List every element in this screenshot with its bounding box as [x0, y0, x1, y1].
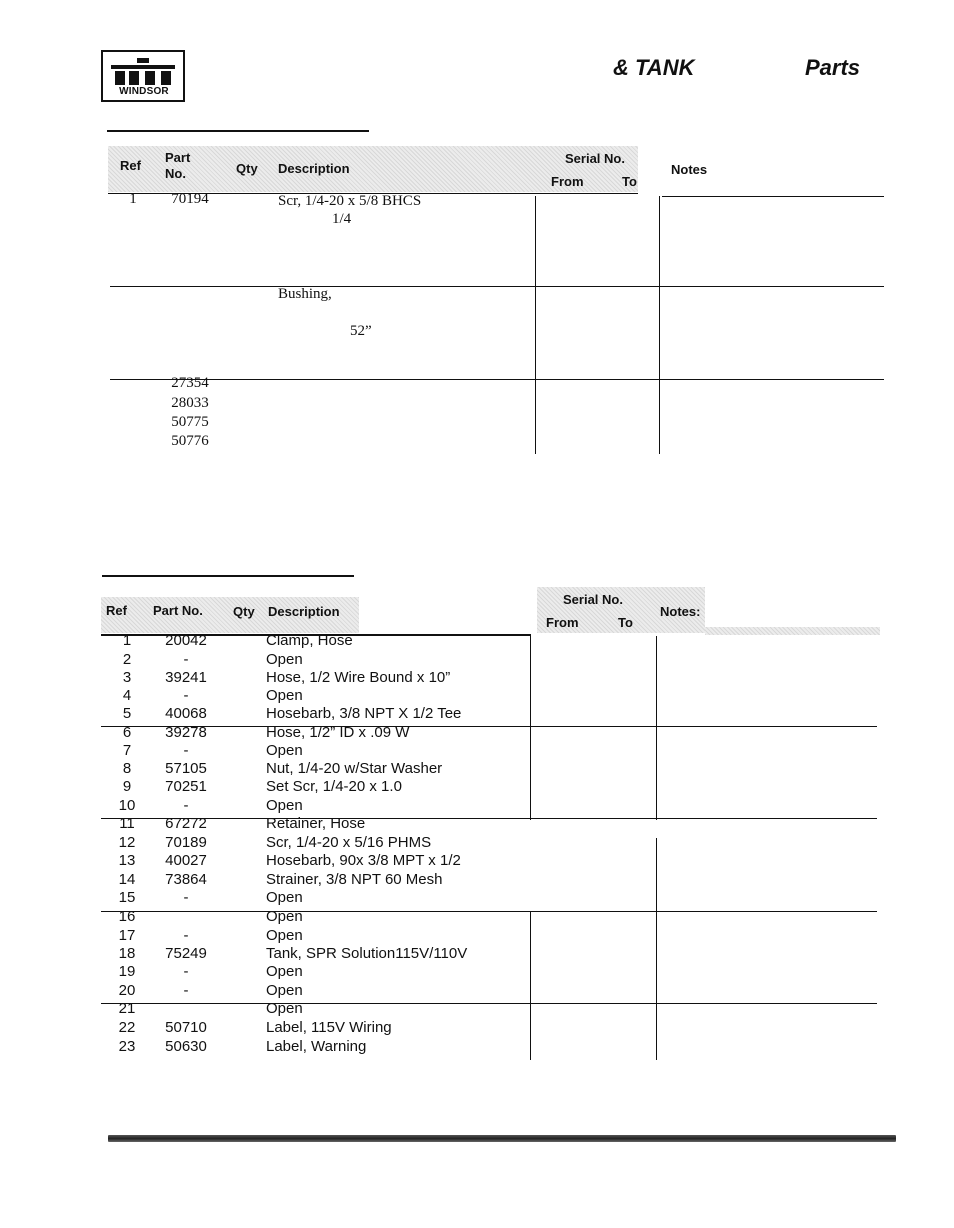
t2-row-part: 39241 [165, 669, 207, 686]
t2-row-ref: 17 [118, 927, 136, 944]
t2-row-ref: 4 [122, 687, 132, 704]
t2-row-ref: 3 [122, 669, 132, 686]
t2-row-ref: 18 [118, 945, 136, 962]
t2-row-desc: Hose, 1/2” ID x .09 W [266, 724, 410, 741]
footer-bar [108, 1135, 896, 1142]
t1-row8-part: 50776 [171, 433, 209, 449]
windsor-logo [101, 50, 185, 102]
t2-row-part: - [183, 927, 189, 944]
t2-row-part: 75249 [165, 945, 207, 962]
t2-row-ref: 13 [118, 852, 136, 869]
t1-divider-notes [659, 196, 660, 454]
t2-col-ref: Ref [106, 603, 127, 618]
t2-col-part: Part No. [153, 603, 203, 618]
t2-row-ref: 7 [122, 742, 132, 759]
t2-row-ref: 22 [118, 1019, 136, 1036]
t1-row5-part: 27354 [171, 375, 209, 391]
t2-row-ref: 6 [122, 724, 132, 741]
t2-row-desc: Open [266, 889, 303, 906]
t2-row-ref: 15 [118, 889, 136, 906]
t2-row-part: 40027 [165, 852, 207, 869]
t2-row-part: 50710 [165, 1019, 207, 1036]
t2-row-part: 57105 [165, 760, 207, 777]
t2-row-desc: Open [266, 963, 303, 980]
t2-row-desc: Open [266, 797, 303, 814]
t2-row-desc: Clamp, Hose [266, 632, 353, 649]
t2-row-desc: Retainer, Hose [266, 815, 366, 832]
t2-row-desc: Hose, 1/2 Wire Bound x 10” [266, 669, 451, 686]
t2-col-description: Description [268, 604, 340, 619]
table2-header-band-notes [705, 627, 880, 635]
t2-row-part: 40068 [165, 705, 207, 722]
t2-group-line-2 [101, 818, 877, 819]
t2-row-desc: Set Scr, 1/4-20 x 1.0 [266, 778, 402, 795]
t2-group-line-3 [101, 911, 877, 912]
t2-row-desc: Label, Warning [266, 1038, 367, 1055]
t1-row7-part: 50775 [171, 414, 209, 430]
t1-row6-part: 28033 [171, 395, 209, 411]
t1-col-qty: Qty [236, 161, 258, 176]
t2-row-ref: 23 [118, 1038, 136, 1055]
logo-mark-leg-mid-left [129, 71, 139, 85]
t2-col-to: To [618, 615, 633, 630]
t2-row-ref: 9 [122, 778, 132, 795]
t1-row3-desc: Bushing, [278, 286, 332, 302]
t2-row-desc: Open [266, 651, 303, 668]
t1-col-notes: Notes [671, 162, 708, 177]
t2-col-serial: Serial No. [563, 592, 623, 607]
t2-row-ref: 5 [122, 705, 132, 722]
t2-row-ref: 10 [118, 797, 136, 814]
t1-col-part-no: No. [165, 166, 186, 181]
t2-row-desc: Hosebarb, 3/8 NPT X 1/2 Tee [266, 705, 462, 722]
t2-row-part: 50630 [165, 1038, 207, 1055]
t2-row-ref: 20 [118, 982, 136, 999]
t2-row-part: 67272 [165, 815, 207, 832]
t2-row-desc: Open [266, 687, 303, 704]
t2-row-ref: 21 [118, 1000, 136, 1017]
t2-row-part [156, 1000, 216, 1018]
t2-group-line-1 [101, 726, 877, 727]
t2-col-qty: Qty [233, 604, 255, 619]
t1-divider-serial [535, 196, 536, 454]
t2-row-part: - [183, 687, 189, 704]
t1-col-description: Description [278, 161, 350, 176]
t1-col-serial: Serial No. [565, 151, 625, 166]
t2-row-desc: Scr, 1/4-20 x 5/16 PHMS [266, 834, 432, 851]
t2-row-part: 20042 [165, 632, 207, 649]
section2-rule [102, 575, 354, 577]
t2-row-part: - [183, 742, 189, 759]
t2-row-desc: Open [266, 927, 303, 944]
t2-row-desc: Nut, 1/4-20 w/Star Washer [266, 760, 443, 777]
t1-col-from: From [551, 174, 584, 189]
t1-row1-ref: 1 [129, 191, 137, 207]
t1-group-line-1 [110, 286, 884, 287]
t2-row-ref: 16 [118, 908, 136, 925]
t2-row-part: - [183, 982, 189, 999]
t2-divider-serial-2 [530, 912, 531, 1060]
t2-row-part: 70189 [165, 834, 207, 851]
t2-row-ref: 11 [119, 815, 135, 832]
t2-row-ref: 2 [122, 651, 132, 668]
header-title-right: Parts [805, 55, 861, 80]
t2-row-part: - [183, 651, 189, 668]
t2-row-ref: 19 [118, 963, 136, 980]
section1-rule [107, 130, 369, 132]
t1-col-part: Part [165, 150, 191, 165]
t2-row-desc: Open [266, 908, 303, 925]
t1-row2-desc: 1/4 [332, 211, 352, 227]
t1-notes-line [662, 196, 884, 197]
t2-row-desc: Strainer, 3/8 NPT 60 Mesh [266, 871, 443, 888]
t1-row1-desc: Scr, 1/4-20 x 5/8 BHCS [278, 193, 422, 209]
logo-mark-leg-left [115, 71, 125, 85]
header-title-mid: & TANK [613, 55, 695, 80]
t2-group-line-4 [101, 1003, 877, 1004]
logo-mark-leg-mid-right [145, 71, 155, 85]
t2-row-ref: 1 [122, 632, 132, 649]
t2-row-part: - [183, 963, 189, 980]
t2-divider-notes-2 [656, 838, 657, 1060]
t2-row-ref: 14 [118, 871, 136, 888]
t2-col-notes: Notes: [660, 604, 701, 619]
t2-row-desc: Open [266, 742, 303, 759]
t2-row-desc: Hosebarb, 90x 3/8 MPT x 1/2 [266, 852, 461, 869]
logo-mark-band [111, 65, 175, 69]
t1-row1-part: 70194 [171, 191, 209, 207]
t2-row-part [156, 908, 216, 926]
t2-row-desc: Open [266, 982, 303, 999]
t2-row-ref: 12 [118, 834, 136, 851]
t1-col-ref: Ref [120, 158, 141, 173]
t2-row-desc: Open [266, 1000, 303, 1017]
logo-mark-top [137, 58, 149, 63]
t2-row-desc: Label, 115V Wiring [266, 1019, 392, 1036]
t2-row-part: 73864 [165, 871, 207, 888]
t2-divider-notes-1 [656, 636, 657, 820]
t2-divider-serial-1 [530, 634, 531, 820]
t2-row-ref: 8 [122, 760, 132, 777]
logo-text: WINDSOR [119, 86, 169, 97]
t1-col-to: To [622, 174, 637, 189]
t2-row-part: 39278 [165, 724, 207, 741]
t1-group-line-2 [110, 379, 884, 380]
t2-col-from: From [546, 615, 579, 630]
t2-row-desc: Tank, SPR Solution115V/110V [266, 945, 468, 962]
t2-row-part: - [183, 797, 189, 814]
t2-row-part: 70251 [165, 778, 207, 795]
logo-mark-leg-right [161, 71, 171, 85]
t1-row4-desc: 52” [350, 323, 372, 339]
t2-row-part: - [183, 889, 189, 906]
